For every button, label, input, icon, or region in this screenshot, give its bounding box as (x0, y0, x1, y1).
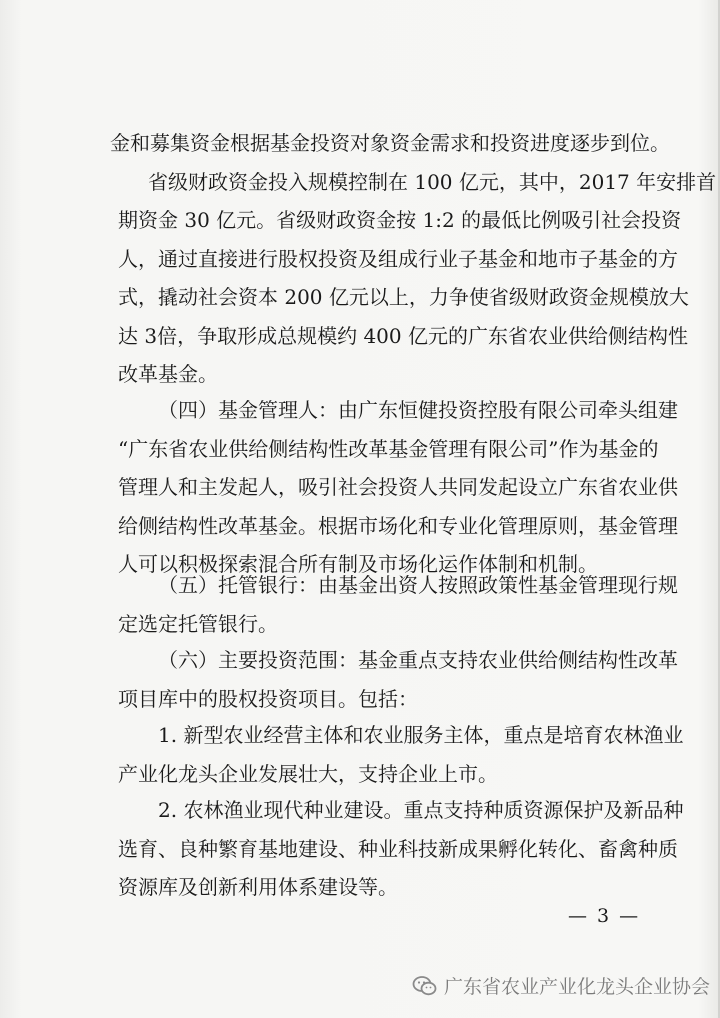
text-line: （四）基金管理人：由广东恒健投资控股有限公司牵头组建 (158, 398, 678, 422)
wechat-icon (412, 973, 438, 999)
text-line: 人，通过直接进行股权投资及组成行业子基金和地市子基金的方 (118, 246, 678, 271)
text-line: 定选定托管银行。 (118, 611, 278, 636)
text-line: 1. 新型农业经营主体和农业服务主体，重点是培育农林渔业 (158, 723, 684, 747)
text-line: 人可以积极探索混合所有制及市场化运作体制和机制。 (118, 552, 598, 576)
paragraph-fund-manager (118, 391, 678, 584)
paragraph-custodian-bank (118, 566, 678, 643)
paragraph-investment-scope (118, 641, 678, 718)
text-line: 式，撬动社会资本 200 亿元以上，力争使省级财政资金规模放大 (118, 285, 689, 309)
text-line: 资源库及创新利用体系建设等。 (118, 875, 398, 899)
watermark (412, 972, 710, 999)
list-item-seed-industry (118, 791, 684, 907)
text-line: 给侧结构性改革基金。根据市场化和专业化管理原则，基金管理 (118, 513, 678, 538)
text-line: “广东省农业供给侧结构性改革基金管理有限公司”作为基金的 (118, 436, 659, 461)
text-line: 2. 农林渔业现代种业建设。重点支持种质资源保护及新品种 (158, 798, 684, 822)
list-item-new-agriculture (118, 716, 684, 793)
text-line: 项目库中的股权投资项目。包括： (118, 686, 418, 711)
text-line: 产业化龙头企业发展壮大，支持企业上市。 (118, 761, 498, 786)
page-number: — 3 — (568, 905, 641, 927)
text-line: 期资金 30 亿元。省级财政资金按 1:2 的最低比例吸引社会投资 (118, 208, 682, 232)
watermark-text: 广东省农业产业化龙头企业协会 (444, 976, 711, 998)
text-line: 选育、良种繁育基地建设、种业科技新成果孵化转化、畜禽种质 (118, 836, 678, 861)
paragraph-funding (110, 124, 717, 394)
text-line: （六）主要投资范围：基金重点支持农业供给侧结构性改革 (158, 648, 678, 672)
text-line: 金和募集资金根据基金投资对象资金需求和投资进度逐步到位。 (110, 131, 670, 155)
text-line: 省级财政资金投入规模控制在 100 亿元，其中，2017 年安排首 (148, 169, 717, 194)
text-line: （五）托管银行：由基金出资人按照政策性基金管理现行规 (158, 573, 678, 597)
text-line: 达 3倍，争取形成总规模约 400 亿元的广东省农业供给侧结构性 (118, 323, 688, 348)
text-line: 管理人和主发起人，吸引社会投资人共同发起设立广东省农业供 (118, 475, 678, 499)
text-line: 改革基金。 (118, 362, 218, 386)
